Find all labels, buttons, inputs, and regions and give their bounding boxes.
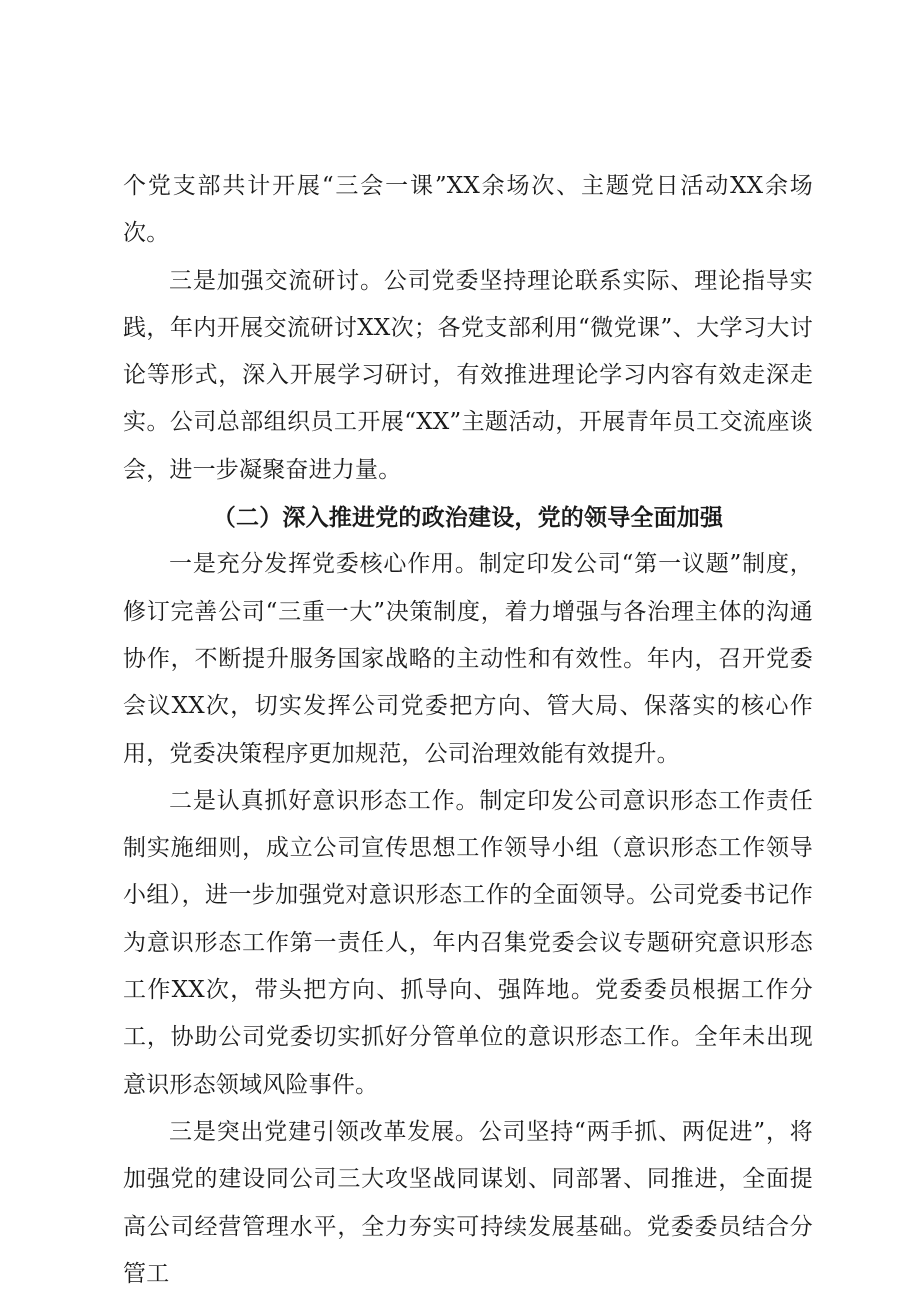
paragraph-reform-development: 三是突出党建引领改革发展。公司坚持“两手抓、两促进”，将加强党的建设同公司三大攻坚战同谋划、同部署、同推进，全面提高公司经营管理水平，全力夯实可持续发展基础。党委委员结合分管工 [123, 1118, 813, 1287]
paragraph-exchange-discussion: 三是加强交流研讨。公司党委坚持理论联系实际、理论指导实践，年内开展交流研讨XX次；各党支部利用“微党课”、大学习大讨论等形式，深入开展学习研讨，有效推进理论学习内容有效走深走实。公司总部组织员工开展“XX”主题活动，开展青年员工交流座谈会，进一步凝聚奋进力量。 [123, 267, 813, 483]
section-heading: （二）深入推进党的政治建设，党的领导全面加强 [212, 504, 724, 532]
paragraph-ideology-work: 二是认真抓好意识形态工作。制定印发公司意识形态工作责任制实施细则，成立公司宣传思想工作领导小组（意识形态工作领导小组），进一步加强党对意识形态工作的全面领导。公司党委书记作为意识形态工作第一责任人，年内召集党委会议专题研究意识形态工作XX次，带头把方向、抓导向、强阵地。党委委员根据工作分工，协助公司党委切实抓好分管单位的意识形态工作。全年未出现意识形态领域风险事件。 [123, 787, 813, 1098]
paragraph-party-core-role: 一是充分发挥党委核心作用。制定印发公司“第一议题”制度，修订完善公司“三重一大”决策制度，着力增强与各治理主体的沟通协作，不断提升服务国家战略的主动性和有效性。年内，召开党委会议XX次，切实发挥公司党委把方向、管大局、保落实的核心作用，党委决策程序更加规范，公司治理效能有效提升。 [123, 551, 813, 767]
paragraph-continuation: 个党支部共计开展“三会一课”XX余场次、主题党日活动XX余场次。 [123, 173, 813, 247]
document-body [123, 163, 813, 1298]
